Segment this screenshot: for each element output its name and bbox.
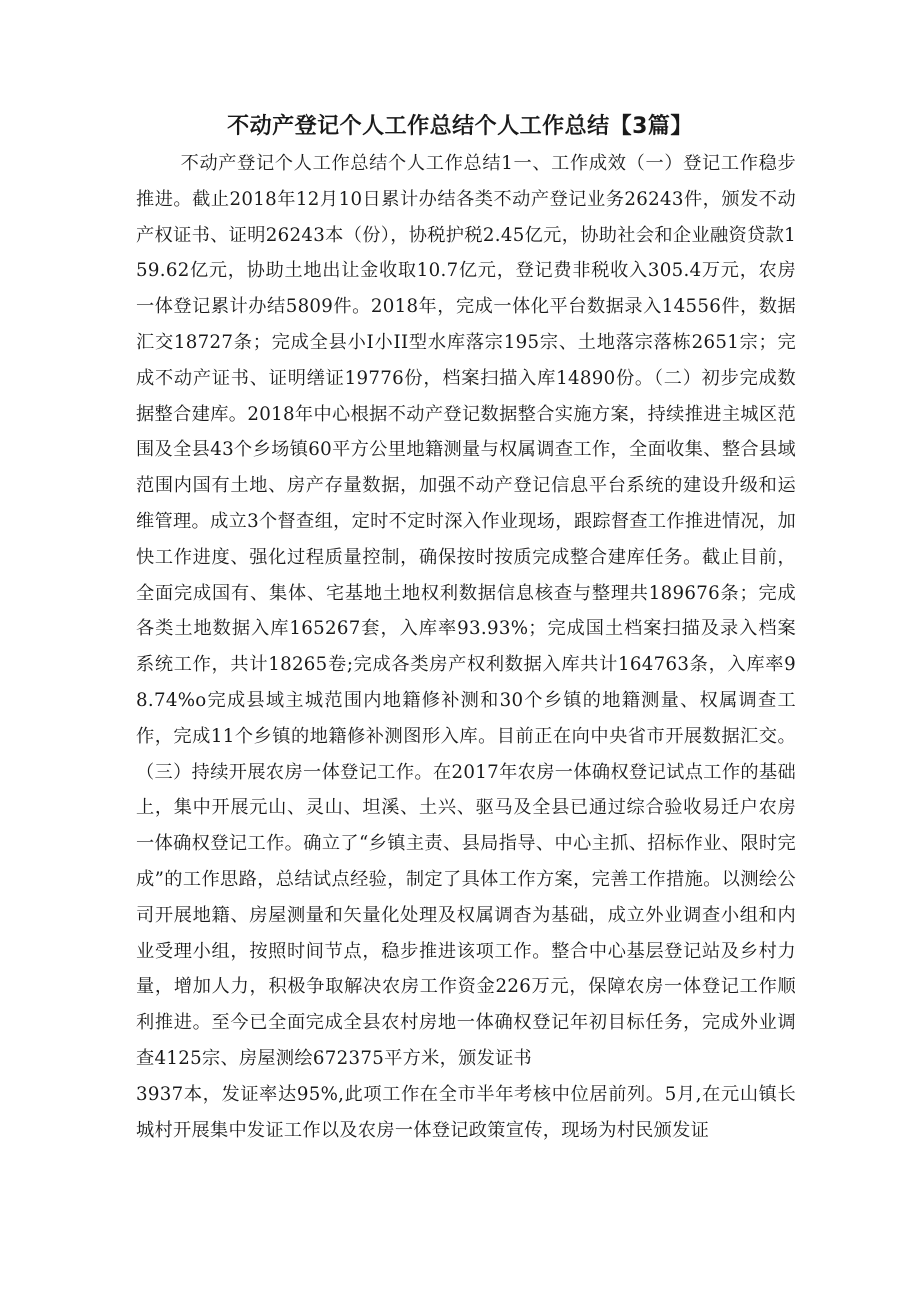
body-paragraph: 3937本，发证率达95%,此项工作在全市半年考核中位居前列。5月,在元山镇长城村开展集中发证工作以及农房一体登记政策宣传，现场为村民颁发证 [136, 1083, 796, 1141]
body-paragraph: 不动产登记个人工作总结个人工作总结1一、工作成效（一）登记工作稳步推进。截止2018年12月10日累计办结各类不动产登记业务26243件，颁发不动产权证书、证明26243本（份），协税护税2.45亿元，协助社会和企业融资贷款159.62亿元，协助土地出让金收取10.7亿元，登记费非税收入305.4万元，农房一体登记累计办结5809件。2018年，完成一体化平台数据录入14556件，数据汇交18727条；完成全县小I小II型水库落宗195宗、土地落宗落栋2651宗；完成不动产证书、证明缮证19776份，档案扫描入库14890份。（二）初步完成数据整合建库。2018年中心根据不动产登记数据整合实施方案，持续推进主城区范围及全县43个乡场镇60平方公里地籍测量与权属调查工作，全面收集、整合县域范围内国有土地、房产存量数据，加强不动产登记信息平台系统的建设升级和运维管理。成立3个督查组，定时不定时深入作业现场，跟踪督查工作推进情况，加快工作进度、强化过程质量控制，确保按时按质完成整合建库任务。截止目前，全面完成国有、集体、宅基地土地权利数据信息核查与整理共189676条；完成各类土地数据入库165267套，入库率93.93%；完成国土档案扫描及录入档案系统工作，共计18265卷;完成各类房产权利数据入库共计164763条，入库率98.74%o完成县域主城范围内地籍修补测和30个乡镇的地籍测量、权属调查工作，完成11个乡镇的地籍修补测图形入库。目前正在向中央省市开展数据汇交。（三）持续开展农房一体登记工作。在2017年农房一体确权登记试点工作的基础上，集中开展元山、灵山、坦溪、土兴、驱马及全县已通过综合验收易迁户农房一体确权登记工作。确立了“乡镇主责、县局指导、中心主抓、招标作业、限时完成”的工作思路，总结试点经验，制定了具体工作方案，完善工作措施。以测绘公司开展地籍、房屋测量和矢量化处理及权属调杳为基础，成立外业调查小组和内业受理小组，按照时间节点，稳步推进该项工作。整合中心基层登记站及乡村力量，增加人力，积极争取解决农房工作资金226万元，保障农房一体登记工作顺利推进。至今已全面完成全县农村房地一体确权登记年初目标任务，完成外业调查4125宗、房屋测绘672375平方米，颁发证书 [136, 153, 796, 1069]
document-title: 不动产登记个人工作总结个人工作总结【3篇】 [227, 114, 693, 139]
document-body [136, 146, 796, 1148]
